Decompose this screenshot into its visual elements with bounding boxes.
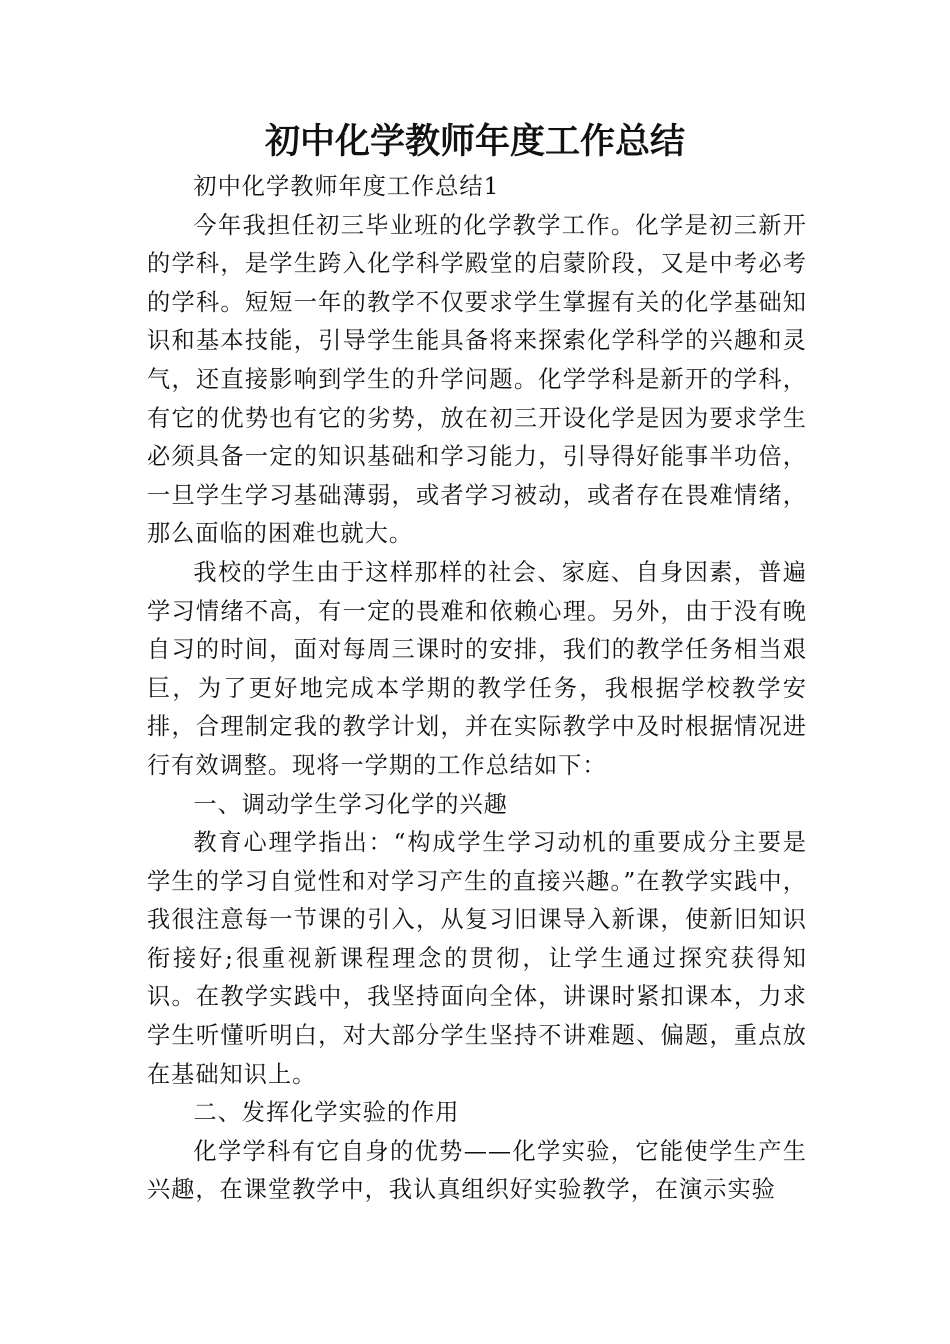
document-body — [147, 168, 807, 1210]
body-paragraph: 今年我担任初三毕业班的化学教学工作。化学是初三新开的学科，是学生跨入化学科学殿堂的启蒙阶段，又是中考必考的学科。短短一年的教学不仅要求学生掌握有关的化学基础知识和基本技能，引导学生能具备将来探索化学科学的兴趣和灵气，还直接影响到学生的升学问题。化学学科是新开的学科，有它的优势也有它的劣势，放在初三开设化学是因为要求学生必须具备一定的知识基础和学习能力，引导得好能事半功倍，一旦学生学习基础薄弱，或者学习被动，或者存在畏难情绪，那么面临的困难也就大。 — [147, 211, 807, 548]
section-heading: 一、调动学生学习化学的兴趣 — [193, 790, 508, 818]
section-subtitle: 初中化学教师年度工作总结1 — [193, 173, 500, 200]
document-title: 初中化学教师年度工作总结 — [264, 122, 685, 162]
section-heading: 二、发挥化学实验的作用 — [193, 1099, 460, 1127]
body-paragraph: 我校的学生由于这样那样的社会、家庭、自身因素，普遍学习情绪不高，有一定的畏难和依赖心理。另外，由于没有晚自习的时间，面对每周三课时的安排，我们的教学任务相当艰巨，为了更好地完成本学期的教学任务，我根据学校教学安排，合理制定我的教学计划，并在实际教学中及时根据情况进行有效调整。现将一学期的工作总结如下： — [147, 558, 807, 779]
body-paragraph: 化学学科有它自身的优势——化学实验，它能使学生产生兴趣，在课堂教学中，我认真组织好实验教学，在演示实验 — [147, 1137, 807, 1204]
body-paragraph: 教育心理学指出：“构成学生学习动机的重要成分主要是学生的学习自觉性和对学习产生的直接兴趣。”在教学实践中，我很注意每一节课的引入，从复习旧课导入新课，使新旧知识衔接好;很重视新课程理念的贯彻，让学生通过探究获得知识。在教学实践中，我坚持面向全体，讲课时紧扣课本，力求学生听懂听明白，对大部分学生坚持不讲难题、偏题，重点放在基础知识上。 — [147, 829, 807, 1088]
